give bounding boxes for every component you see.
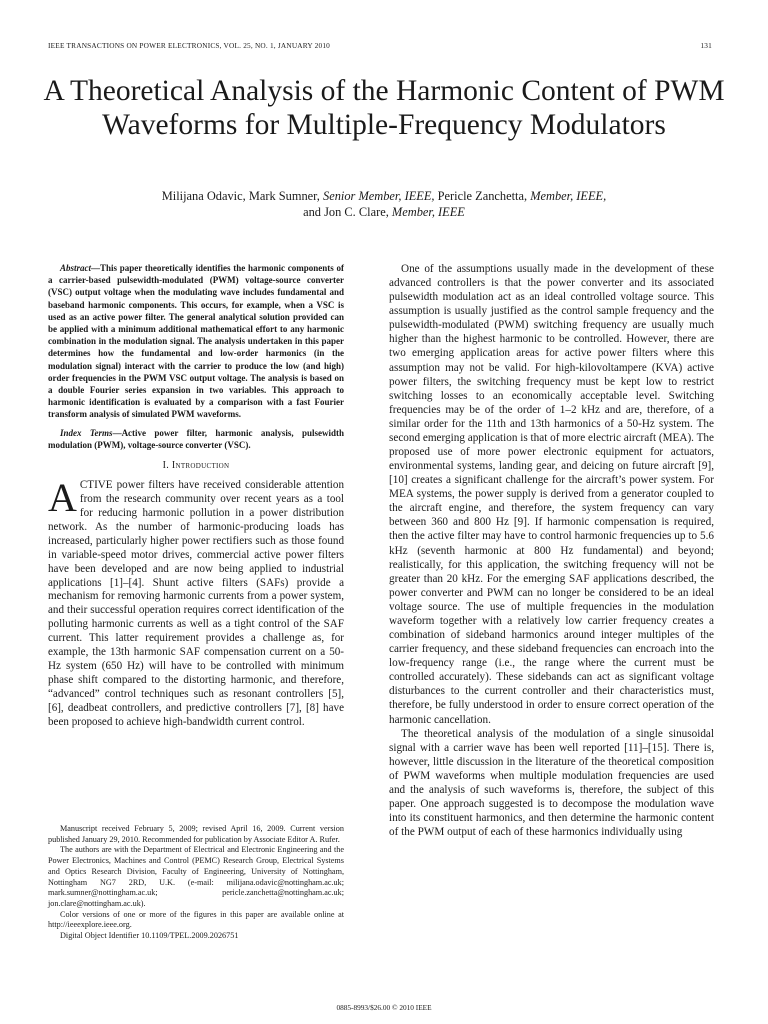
drop-cap: A xyxy=(48,474,77,520)
index-terms-text: —Active power filter, harmonic analysis, pulsewidth modulation (PWM), voltage-source converter (VSC). xyxy=(48,427,344,450)
footnote-affiliation: The authors are with the Department of Electrical and Electronic Engineering and the Power Electronics, Machines and Control (PEMC) Research Group, Electrical Systems and Optics Research Division, Faculty of Engineering, University of Nottingham, Nottingham NG7 2RD, U.K. (e-mail: milijana.odavic@nottingham.ac.uk; mark.sumner@nottingham.ac.uk; pericle.zanchetta@nottingham.ac.uk; jon.clare@nottingham.ac.uk). xyxy=(48,845,344,908)
section-number: I. xyxy=(162,460,170,472)
abstract-label: Abstract xyxy=(60,263,92,273)
right-column xyxy=(389,262,714,839)
body-paragraph-2: The theoretical analysis of the modulation of a single sinusoidal signal with a carrier wave has been well reported [11]–[15]. There is, however, little discussion in the literature of the theoretical composition of PWM waveforms when multiple modulation frequencies are used and the analysis of such waveforms is, therefore, the subject of this paper. One approach suggested is to decompose the modulation wave into its constituent harmonics, and then determine the harmonic content of the PWM output of each of these harmonics individually using xyxy=(389,727,714,839)
copyright-footer: 0885-8993/$26.00 © 2010 IEEE xyxy=(336,1003,432,1012)
footnote-color: Color versions of one or more of the figures in this paper are available online at http://ieeexplore.ieee.org. xyxy=(48,909,344,930)
intro-text: CTIVE power filters have received considerable attention from the research community over recent years as a tool for reducing harmonic pollution in a power distribution network. As the number of harmonic-producing loads has increased, particularly higher power rectifiers such as those found in variable-speed motor drives, commercial active power filters have been developed and are now being applied to industrial applications [1]–[4]. Shunt active filters (SAFs) provide a mechanism for removing harmonic currents from a power system, and their successful operation requires correct identification of the polluting harmonic currents as well as a tight control of the SAF current. This latter requirement provides a challenge as, for example, the 13th harmonic SAF compensation current on a 50-Hz system (650 Hz) will have to be controlled with minimum phase shift compared to the distorting harmonic, and therefore, “advanced” control techniques such as resonant controllers [5], [6], deadbeat controllers, and predictive controllers [7], [8] have been proposed to achieve high-bandwidth current control. xyxy=(48,478,344,728)
author-1-role: Senior Member, IEEE, xyxy=(323,189,435,203)
index-terms-label: Index Terms xyxy=(60,427,113,438)
body-paragraph-1: One of the assumptions usually made in the development of these advanced controllers is that the power converter and its associated pulsewidth modulation act as an ideal controlled voltage source. This assumption is usually justified as the control sample frequency and the pulsewidth-modulated (PWM) switching frequency are usually much higher than the highest harmonic to be controlled. However, there are two emerging application areas for active power filters where this assumption may not be valid. For high-kilovoltampere (KVA) active power filters, the switching frequency must be kept low to restrict switching losses to an economically acceptable level. Switching frequencies may be of the order of 1–2 kHz and are, therefore, of a similar order for the 11th and 13th harmonics of a 50-Hz system. The second emerging application is that of more electric aircraft (MEA). The proposed use of more power electronic equipment for actuators, environmental systems, landing gear, and deicing on future aircraft [9], [10] creates a significant challenge for the aircraft’s power system. For MEA systems, the power supply is derived from a generator coupled to the aircraft engine, and therefore, the system frequency can vary between 360 and 800 Hz [9]. If harmonic compensation is required, then the active filter may have to control harmonic frequencies up to 5.6 kHz (seventh harmonic at 800 Hz fundamental) and beyond; realistically, for this application, the switching frequency will not be greater than 20 kHz. For the emerging SAF applications described, the power converter and PWM can no longer be considered to be an ideal voltage source. The use of multiple frequencies in the modulation waveform together with a relatively low carrier frequency creates a combination of sideband harmonics around integer multiples of the carrier frequency, and these sideband frequencies can encroach into the low-frequency range (i.e., the range where the current must be controlled accurately). These sidebands can act as significant voltage disturbances to the current controller and their characteristics must, therefore, be fully understood in order to ensure correct operation of the harmonic cancellation. xyxy=(389,263,714,726)
author-1: Milijana Odavic, Mark Sumner, xyxy=(161,189,320,203)
intro-paragraph xyxy=(48,474,344,730)
section-heading xyxy=(48,459,344,473)
author-3: and Jon C. Clare, xyxy=(303,205,389,219)
section-title: Introduction xyxy=(171,460,230,472)
journal-name: IEEE TRANSACTIONS ON POWER ELECTRONICS, VOL. 25, NO. 1, JANUARY 2010 xyxy=(48,41,331,50)
author-2-role: Member, IEEE, xyxy=(530,189,607,203)
page-number: 131 xyxy=(700,41,712,50)
abstract-text: —This paper theoretically identifies the harmonic components of a carrier-based pulsewidth-modulated (PWM) voltage-source converter (VSC) output voltage when the modulating wave includes fundamental and baseband harmonic components. This occurs, for example, when a VSC is used as an active power filter. The general analytical solution provided can be applied with a minimum additional mathematical effort to any harmonic combination in the modulation signal. The analysis undertaken in this paper determines how the fundamental and low-order harmonics (in the modulation signal) interact with the carrier to produce the low (and high) order frequencies in the PWM VSC output voltage. The analysis is based on a double Fourier series expansion in two variables. This approach to harmonic identification is evaluated by a comparison with a fast Fourier transform analysis of simulated PWM waveforms. xyxy=(48,263,344,420)
author-2: Pericle Zanchetta, xyxy=(437,189,528,203)
abstract xyxy=(48,262,344,421)
footnote-doi: Digital Object Identifier 10.1109/TPEL.2009.2026751 xyxy=(60,931,239,941)
footnote-received: Manuscript received February 5, 2009; revised April 16, 2009. Current version published January 29, 2010. Recommended for publication by Associate Editor A. Rufer. xyxy=(48,824,344,844)
left-column xyxy=(48,262,344,730)
author-list xyxy=(40,188,728,220)
index-terms xyxy=(48,427,344,451)
footnote xyxy=(48,824,344,942)
author-3-role: Member, IEEE xyxy=(391,205,465,219)
paper-title: A Theoretical Analysis of the Harmonic Content of PWM Waveforms for Multiple-Frequency Modulators xyxy=(43,75,725,141)
running-head xyxy=(48,41,712,50)
